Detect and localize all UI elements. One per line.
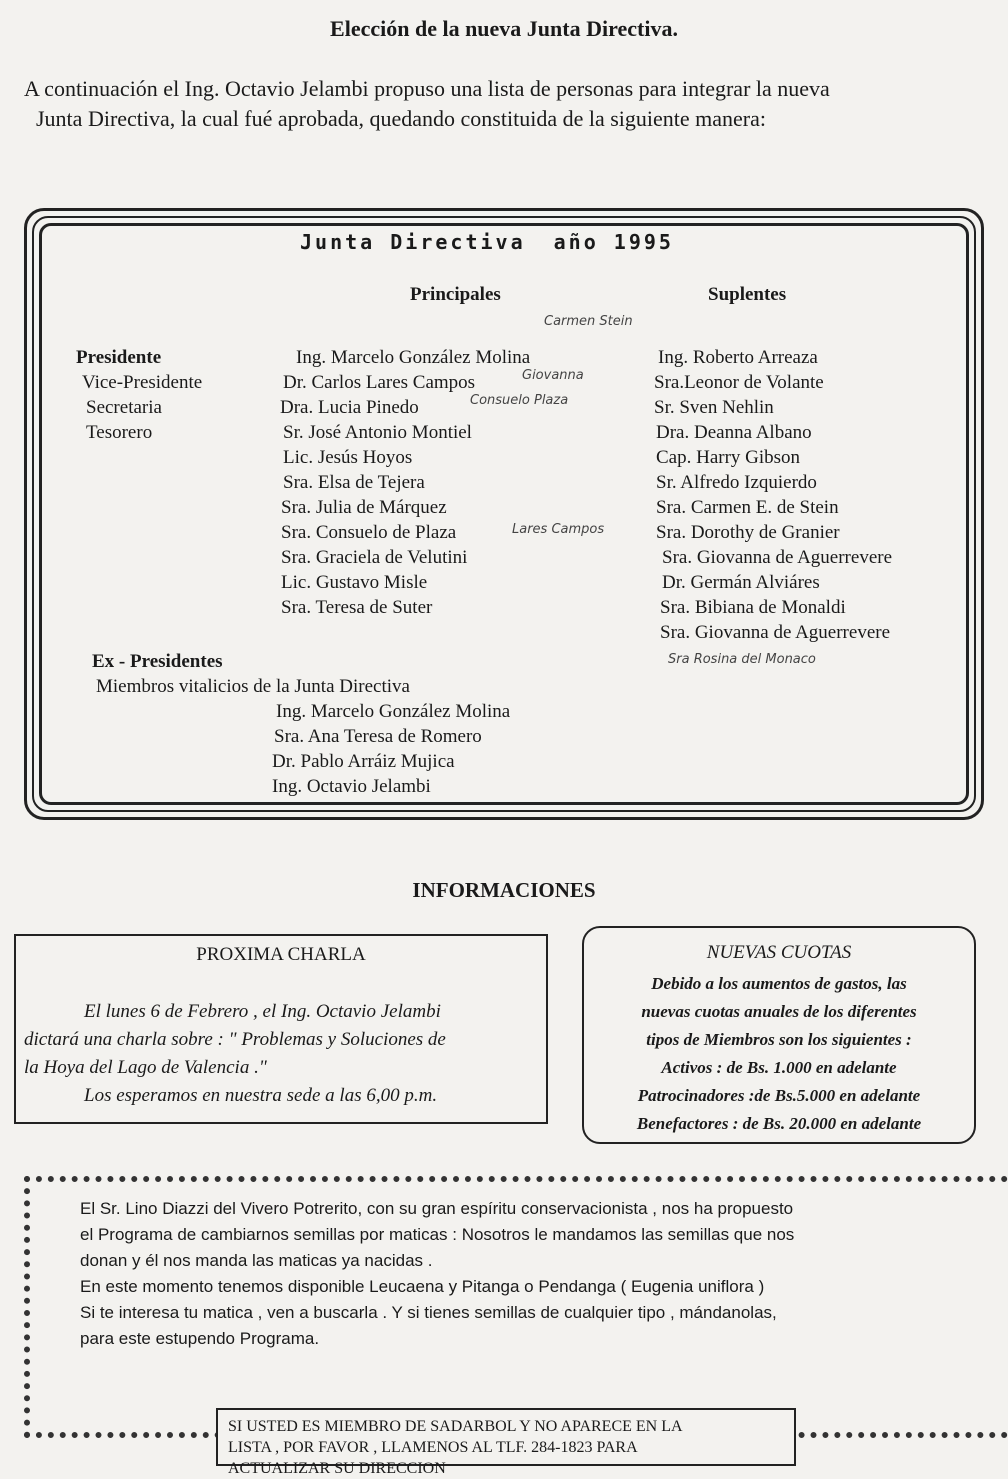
vitalicios-label: Miembros vitalicios de la Junta Directiva	[96, 676, 410, 697]
vivero-line: El Sr. Lino Diazzi del Vivero Potrerito, con su gran espíritu conservacionista , nos ha propuesto	[80, 1199, 794, 1218]
intro-paragraph	[24, 74, 984, 134]
handwritten-note: Sra Rosina del Monaco	[668, 652, 816, 667]
notice-line: ACTUALIZAR SU DIRECCION	[228, 1460, 446, 1477]
notice-line: LISTA , POR FAVOR , LLAMENOS AL TLF. 284-1823 PARA	[228, 1439, 638, 1456]
charla-line: Los esperamos en nuestra sede a las 6,00 p.m.	[84, 1085, 438, 1106]
principal-name: Sra. Julia de Márquez	[281, 497, 447, 518]
principal-name: Lic. Jesús Hoyos	[283, 447, 413, 468]
principal-name: Sra. Elsa de Tejera	[283, 472, 425, 493]
intro-line-1: A continuación el Ing. Octavio Jelambi propuso una lista de personas para integrar la nueva	[24, 76, 830, 101]
suplente-name: Dr. Germán Alviáres	[662, 572, 820, 593]
principal-name: Sra. Graciela de Velutini	[281, 547, 468, 568]
principal-name: Sr. José Antonio Montiel	[283, 422, 472, 443]
junta-title-text: Junta Directiva	[300, 230, 526, 254]
cuotas-title: NUEVAS CUOTAS	[706, 942, 852, 963]
cuotas-activos: Activos : de Bs. 1.000 en adelante	[661, 1058, 897, 1077]
suplente-name: Sr. Alfredo Izquierdo	[656, 472, 817, 493]
charla-line: dictará una charla sobre : " Problemas y Soluciones de	[24, 1029, 446, 1050]
cuotas-line: nuevas cuotas anuales de los diferentes	[641, 1002, 917, 1021]
suplente-name: Ing. Roberto Arreaza	[658, 347, 818, 368]
cuotas-benefactores: Benefactores : de Bs. 20.000 en adelante	[636, 1114, 922, 1133]
handwritten-note: Giovanna	[522, 368, 584, 383]
charla-title: PROXIMA CHARLA	[196, 944, 366, 965]
ex-presidentes-label: Ex - Presidentes	[92, 651, 223, 672]
suplente-name: Sra. Bibiana de Monaldi	[660, 597, 846, 618]
cuotas-line: tipos de Miembros son los siguientes :	[646, 1030, 912, 1049]
informaciones-heading: INFORMACIONES	[412, 878, 596, 902]
intro-line-2: Junta Directiva, la cual fué aprobada, quedando constituida de la siguiente manera:	[36, 106, 766, 131]
vivero-line: para este estupendo Programa.	[80, 1329, 320, 1348]
cuotas-patrocinadores: Patrocinadores :de Bs.5.000 en adelante	[637, 1086, 921, 1105]
junta-frame	[24, 208, 984, 820]
principal-name: Dr. Carlos Lares Campos	[283, 372, 476, 393]
ex-presidente-name: Sra. Ana Teresa de Romero	[274, 726, 482, 747]
role-presidente: Presidente	[76, 347, 162, 368]
principal-name: Sra. Consuelo de Plaza	[281, 522, 457, 543]
principal-name: Dra. Lucia Pinedo	[280, 397, 419, 418]
charla-line: la Hoya del Lago de Valencia ."	[24, 1057, 267, 1078]
ex-presidente-name: Dr. Pablo Arráiz Mujica	[272, 751, 455, 772]
page-heading: Elección de la nueva Junta Directiva.	[330, 16, 678, 41]
principal-name: Sra. Teresa de Suter	[281, 597, 433, 618]
role-tesorero: Tesorero	[86, 422, 153, 443]
suplente-name: Cap. Harry Gibson	[656, 447, 801, 468]
suplente-name: Sra. Giovanna de Aguerrevere	[660, 622, 891, 643]
suplente-name: Sra. Carmen E. de Stein	[656, 497, 839, 518]
vivero-line: donan y él nos manda las maticas ya nacidas .	[80, 1251, 433, 1270]
suplente-name: Sra.Leonor de Volante	[654, 372, 824, 393]
ex-presidente-name: Ing. Marcelo González Molina	[276, 701, 511, 722]
vivero-paragraph	[80, 1196, 980, 1352]
ex-presidente-name: Ing. Octavio Jelambi	[272, 776, 431, 797]
handwritten-note: Consuelo Plaza	[470, 393, 569, 408]
principal-name: Ing. Marcelo González Molina	[296, 347, 531, 368]
vivero-line: el Programa de cambiarnos semillas por maticas : Nosotros le mandamos las semillas que nos	[80, 1225, 795, 1244]
vivero-line: Si te interesa tu matica , ven a buscarla . Y si tienes semillas de cualquier tipo , mándanolas,	[80, 1303, 777, 1322]
junta-title	[300, 230, 674, 254]
suplente-name: Sra. Dorothy de Granier	[656, 522, 840, 543]
role-secretaria: Secretaria	[86, 397, 162, 418]
suplente-name: Sr. Sven Nehlin	[654, 397, 774, 418]
handwritten-note: Lares Campos	[512, 522, 605, 537]
suplente-name: Sra. Giovanna de Aguerrevere	[662, 547, 893, 568]
cuotas-line: Debido a los aumentos de gastos, las	[651, 974, 907, 993]
handwritten-note: Carmen Stein	[544, 314, 633, 329]
suplente-name: Dra. Deanna Albano	[656, 422, 812, 443]
principal-name: Lic. Gustavo Misle	[281, 572, 428, 593]
suplentes-header: Suplentes	[708, 284, 787, 305]
notice-line: SI USTED ES MIEMBRO DE SADARBOL Y NO APARECE EN LA	[228, 1418, 683, 1435]
membership-notice	[216, 1408, 796, 1477]
vivero-line: En este momento tenemos disponible Leucaena y Pitanga o Pendanga ( Eugenia uniflora )	[80, 1277, 765, 1296]
junta-year: año 1995	[553, 230, 674, 254]
principales-header: Principales	[410, 284, 501, 305]
charla-line: El lunes 6 de Febrero , el Ing. Octavio Jelambi	[84, 1001, 441, 1022]
role-vice-presidente: Vice-Presidente	[82, 372, 203, 393]
